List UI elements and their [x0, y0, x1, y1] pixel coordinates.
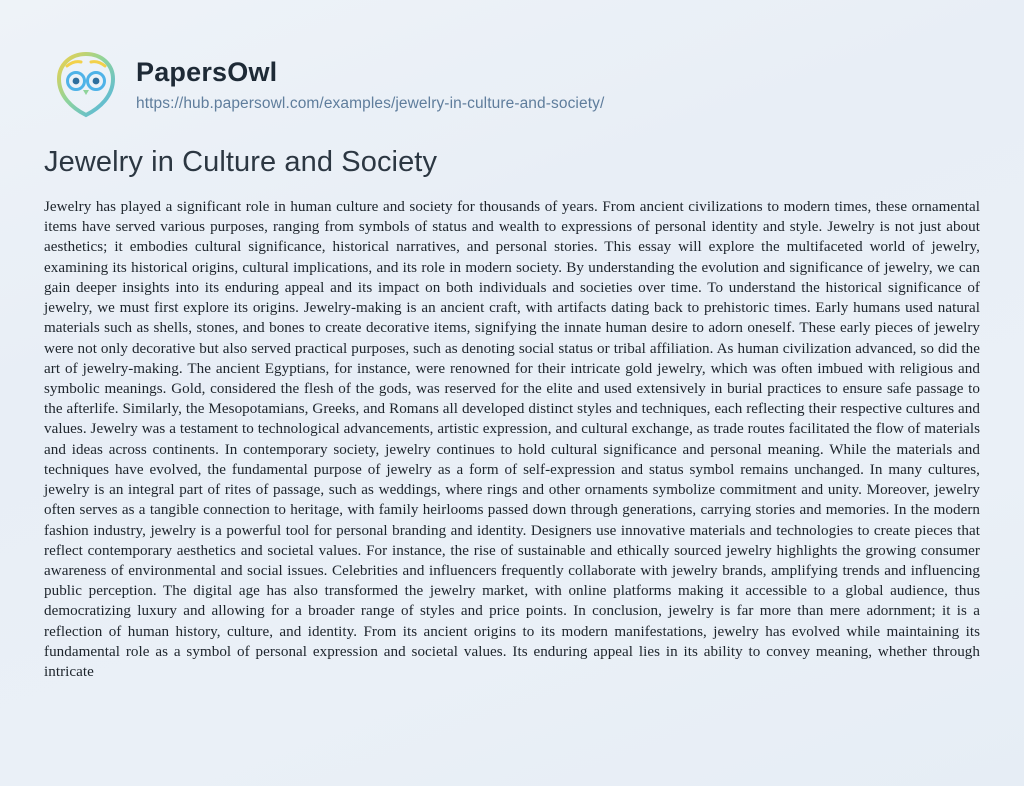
- essay-body: Jewelry has played a significant role in human culture and society for thousands of years. From ancient civilizations to modern times, these ornamental items have served various purposes, ranging from symbols of status and wealth to expressions of personal identity and style. Jewelry is not just about aesthetics; it embodies cultural significance, historical narratives, and personal stories. This essay will explore the multifaceted world of jewelry, examining its historical origins, cultural implications, and its role in modern society. By understanding the evolution and significance of jewelry, we can gain deeper insights into its enduring appeal and its impact on both individuals and societies over time. To understand the historical significance of jewelry, we must first explore its origins. Jewelry-making is an ancient craft, with artifacts dating back to prehistoric times. Early humans used natural materials such as shells, stones, and bones to create decorative items, signifying the innate human desire to adorn oneself. These early pieces of jewelry were not only decorative but also served practical purposes, such as denoting social status or tribal affiliation. As human civilization advanced, so did the art of jewelry-making. The ancient Egyptians, for instance, were renowned for their intricate gold jewelry, which was often imbued with religious and symbolic meanings. Gold, considered the flesh of the gods, was reserved for the elite and used extensively in burial practices to ensure safe passage to the afterlife. Similarly, the Mesopotamians, Greeks, and Romans all developed distinct styles and techniques, each reflecting their respective cultures and values. Jewelry was a testament to technological advancements, artistic expression, and cultural exchange, as trade routes facilitated the flow of materials and ideas across continents. In contemporary society, jewelry continues to hold cultural significance and personal meaning. While the materials and techniques have evolved, the fundamental purpose of jewelry as a form of self-expression and status symbol remains unchanged. In many cultures, jewelry is an integral part of rites of passage, such as weddings, where rings and other ornaments symbolize commitment and unity. Moreover, jewelry often serves as a tangible connection to heritage, with family heirlooms passed down through generations, carrying stories and memories. In the modern fashion industry, jewelry is a powerful tool for personal branding and identity. Designers use innovative materials and technologies to create pieces that reflect contemporary aesthetics and societal values. For instance, the rise of sustainable and ethically sourced jewelry highlights the growing consumer awareness of environmental and social issues. Celebrities and influencers frequently collaborate with jewelry brands, amplifying trends and influencing public perception. The digital age has also transformed the jewelry market, with online platforms making it accessible to a global audience, thus democratizing luxury and allowing for a broader range of styles and price points. In conclusion, jewelry is far more than mere adornment; it is a reflection of human history, culture, and identity. From its ancient origins to its modern manifestations, jewelry has evolved while maintaining its fundamental role as a symbol of personal expression and societal values. Its enduring appeal lies in its ability to convey meaning, whether through intricate: [44, 199, 980, 681]
- source-url[interactable]: https://hub.papersowl.com/examples/jewelry-in-culture-and-society/: [136, 94, 605, 112]
- brand-block: [136, 40, 604, 113]
- brand-name: PapersOwl: [136, 57, 278, 87]
- page-title: Jewelry in Culture and Society: [44, 146, 438, 178]
- owl-logo-icon: [50, 48, 122, 120]
- site-header: [40, 40, 984, 120]
